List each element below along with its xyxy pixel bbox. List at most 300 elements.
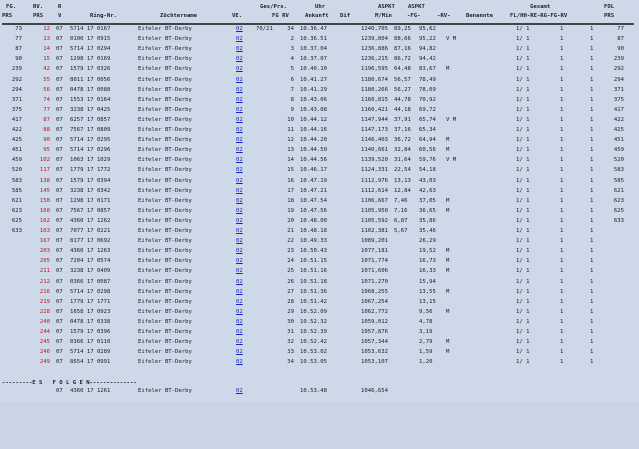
cell-pos: 13 [287, 147, 294, 154]
cell-aspekt-rv: 60,56 [419, 147, 436, 154]
cell-rv: 205 [39, 258, 50, 265]
h-fg2: -FG- [407, 13, 421, 19]
table-row [0, 77, 639, 85]
cell-re: 1 [560, 359, 564, 366]
cell-ve-link[interactable]: 02 [236, 318, 243, 325]
cell-ve-link[interactable]: 02 [236, 258, 243, 265]
cell-rv: 160 [39, 207, 50, 214]
cell-rv-total: 1 [590, 167, 594, 174]
cell-ges: 70/21 [256, 26, 273, 32]
cell-pos: 12 [287, 137, 294, 144]
cell-aspekt-rv: 94,82 [419, 46, 436, 53]
cell-ve-link[interactable]: 02 [236, 268, 243, 275]
cell-ve-link[interactable]: 02 [236, 36, 243, 43]
table-row [0, 218, 639, 226]
cell-gesamt: 1/ 1 [516, 248, 530, 255]
h-uhr: Uhr [315, 4, 326, 10]
cell-ankunft: 10.51.15 [300, 258, 327, 265]
cell-rv-total: 1 [590, 288, 594, 295]
cell-ring: 1658 17 0923 [70, 308, 111, 315]
cell-ring: 8654 17 0991 [70, 359, 111, 366]
cell-re: 1 [560, 147, 564, 154]
cell-rv: 138 [39, 177, 50, 184]
cell-fg: 585 [11, 187, 22, 194]
cell-name: Eifeler BT-Derby [138, 238, 192, 245]
es-folgen-divider [0, 380, 639, 388]
cell-ring: 0366 17 0087 [70, 278, 111, 285]
cell-name: Eifeler BT-Derby [138, 116, 192, 123]
cell-rv: 163 [39, 228, 50, 234]
table-row [0, 178, 639, 186]
cell-re: 1 [560, 177, 564, 184]
cell-aspekt-rv: 95,62 [419, 26, 436, 32]
cell-ring: 6257 17 0857 [70, 116, 111, 123]
cell-ring: 4360 17 1263 [70, 248, 111, 255]
cell-rv-total: 1 [590, 298, 594, 305]
table-row [0, 329, 639, 337]
cell-ankunft: 10.51.36 [300, 288, 327, 295]
cell-gesamt: 1/ 1 [516, 106, 530, 113]
cell-fg: 625 [11, 217, 22, 224]
cell-re: 1 [560, 127, 564, 133]
cell-fol: 621 [613, 187, 624, 194]
cell-ankunft: 10.52.42 [300, 339, 327, 346]
cell-fg: 623 [11, 207, 22, 214]
cell-pos: 20 [287, 217, 294, 224]
cell-mmin: 1102,381 [361, 228, 388, 234]
cell-name: Eifeler BT-Derby [138, 349, 192, 356]
cell-rv: 240 [39, 318, 50, 325]
h-zuechter: Züchtername [160, 13, 198, 19]
cell-ve-link[interactable]: 02 [236, 26, 243, 32]
cell-aspekt-rv: 42,63 [419, 187, 436, 194]
cell-fg: 87 [15, 46, 22, 53]
cell-ankunft: 10.51.16 [300, 268, 327, 275]
cell-aspekt-rv: 15,94 [419, 278, 436, 285]
cell-ring: 3238 17 0425 [70, 106, 111, 113]
cell-rv-total: 1 [590, 329, 594, 335]
cell-ve-link[interactable]: 02 [236, 248, 243, 255]
cell-name: Eifeler BT-Derby [138, 248, 192, 255]
cell-rv: 228 [39, 308, 50, 315]
cell-pos: 11 [287, 127, 294, 133]
cell-fg: 73 [15, 26, 22, 32]
cell-gesamt: 1/ 1 [516, 339, 530, 346]
cell-year: 07 [56, 298, 63, 305]
cell-fg: 375 [11, 106, 22, 113]
cell-fg: 583 [11, 177, 22, 184]
cell-mmin: 1139,520 [361, 157, 388, 164]
cell-rv-total: 1 [590, 96, 594, 103]
cell-ankunft: 10.46.17 [300, 167, 327, 174]
h-fol: FOL [604, 4, 615, 10]
cell-ve-link[interactable]: 02 [236, 66, 243, 73]
cell-benannte: M [446, 147, 450, 154]
cell-ring: 0478 17 0088 [70, 86, 111, 93]
cell-name: Eifeler BT-Derby [138, 177, 192, 184]
cell-rv-total: 1 [590, 228, 594, 234]
cell-pos: 28 [287, 298, 294, 305]
cell-ring: 0100 17 0915 [70, 36, 111, 43]
cell-ve-link[interactable]: 02 [236, 388, 243, 394]
cell-ankunft: 10.43.06 [300, 96, 327, 103]
cell-year: 07 [56, 116, 63, 123]
cell-name: Eifeler BT-Derby [138, 137, 192, 144]
cell-rv-total: 1 [590, 127, 594, 133]
cell-aspekt-rv: 65,34 [419, 127, 436, 133]
cell-year: 07 [56, 278, 63, 285]
cell-aspekt-rv: 35,86 [419, 217, 436, 224]
cell-ve-link[interactable]: 02 [236, 228, 243, 234]
cell-year: 07 [56, 66, 63, 73]
cell-mmin: 1124,331 [361, 167, 388, 174]
table-row [0, 117, 639, 125]
cell-re: 1 [560, 106, 564, 113]
h-rv2: -RV- [437, 13, 451, 19]
h-prs1: PRS [2, 13, 13, 19]
cell-ve-link[interactable]: 02 [236, 207, 243, 214]
cell-fg: 371 [11, 96, 22, 103]
cell-name: Eifeler BT-Derby [138, 147, 192, 154]
cell-fol: 425 [613, 127, 624, 133]
cell-pos: 19 [287, 207, 294, 214]
cell-pos: 26 [287, 278, 294, 285]
cell-aspekt-fg: 56,27 [394, 86, 411, 93]
cell-rv: 158 [39, 197, 50, 204]
cell-name: Eifeler BT-Derby [138, 228, 192, 234]
cell-ve-link[interactable]: 02 [236, 197, 243, 204]
cell-ankunft: 10.44.20 [300, 137, 327, 144]
cell-ring: 1063 17 1029 [70, 157, 111, 164]
cell-ankunft: 10.47.56 [300, 207, 327, 214]
cell-ve-link[interactable]: 02 [236, 288, 243, 295]
cell-pos: 5 [290, 66, 294, 73]
h-gesamt: Gesamt [530, 4, 551, 10]
cell-rv: 55 [43, 76, 50, 83]
cell-aspekt-fg: 12,84 [394, 187, 411, 194]
cell-aspekt-fg: 7,46 [394, 197, 408, 204]
cell-ring: 0478 17 0338 [70, 318, 111, 325]
cell-rv: 95 [43, 147, 50, 154]
cell-rv: 245 [39, 339, 50, 346]
cell-year: 07 [56, 288, 63, 295]
cell-year: 07 [56, 268, 63, 275]
cell-mmin: 1053,107 [361, 359, 388, 366]
table-row [0, 97, 639, 105]
cell-rv: 87 [43, 116, 50, 123]
cell-year: 07 [56, 228, 63, 234]
cell-ankunft: 10.36.47 [300, 26, 327, 32]
cell-mmin: 1147,944 [361, 116, 388, 123]
cell-ve-link[interactable]: 02 [236, 147, 243, 154]
cell-name: Eifeler BT-Derby [138, 278, 192, 285]
cell-aspekt-rv: 35,46 [419, 228, 436, 234]
cell-rv: 102 [39, 157, 50, 164]
cell-pos: 18 [287, 197, 294, 204]
cell-ve-link[interactable]: 02 [236, 76, 243, 83]
cell-re: 1 [560, 137, 564, 144]
cell-ankunft: 10.44.12 [300, 116, 327, 123]
cell-re: 1 [560, 238, 564, 245]
cell-fg: 621 [11, 197, 22, 204]
cell-fol: 294 [613, 76, 624, 83]
cell-mmin: 1106,667 [361, 197, 388, 204]
cell-ve-link[interactable]: 02 [236, 86, 243, 93]
cell-aspekt-fg: 44,18 [394, 106, 411, 113]
cell-ring: 1579 17 0326 [70, 66, 111, 73]
cell-rv-total: 1 [590, 177, 594, 184]
cell-mmin: 1059,012 [361, 318, 388, 325]
cell-ring: 7204 17 0574 [70, 258, 111, 265]
cell-year: 07 [56, 388, 63, 394]
cell-fol: 583 [613, 167, 624, 174]
cell-ve-link[interactable]: 02 [236, 167, 243, 174]
cell-re: 1 [560, 217, 564, 224]
table-row [0, 147, 639, 155]
cell-mmin: 1160,815 [361, 96, 388, 103]
cell-ring: 1298 17 0171 [70, 197, 111, 204]
cell-gesamt: 1/ 1 [516, 86, 530, 93]
cell-re: 1 [560, 96, 564, 103]
cell-gesamt: 1/ 1 [516, 329, 530, 335]
cell-rv: 14 [43, 46, 50, 53]
table-row [0, 167, 639, 175]
cell-benannte: M [446, 339, 450, 346]
cell-fg: 294 [11, 86, 22, 93]
cell-aspekt-rv: 36,65 [419, 207, 436, 214]
cell-aspekt-rv: 16,73 [419, 258, 436, 265]
cell-name: Eifeler BT-Derby [138, 258, 192, 265]
cell-benannte: M [446, 197, 450, 204]
cell-aspekt-fg: 31,64 [394, 157, 411, 164]
cell-re: 1 [560, 228, 564, 234]
cell-mmin: 1053,632 [361, 349, 388, 356]
cell-name: Eifeler BT-Derby [138, 106, 192, 113]
cell-rv: 56 [43, 86, 50, 93]
h-prs2: PRS [33, 13, 44, 19]
cell-ve-link[interactable]: 02 [236, 46, 243, 53]
cell-mmin: 1089,201 [361, 238, 388, 245]
cell-year: 07 [56, 147, 63, 154]
cell-rv-total: 1 [590, 76, 594, 83]
cell-rv-total: 1 [590, 217, 594, 224]
cell-fg: 77 [15, 36, 22, 43]
table-row [0, 46, 639, 54]
cell-name: Eifeler BT-Derby [138, 329, 192, 335]
cell-ring: 8011 17 0056 [70, 76, 111, 83]
cell-pos: 23 [287, 248, 294, 255]
cell-re: 1 [560, 76, 564, 83]
cell-re: 1 [560, 46, 564, 53]
cell-pos: 30 [287, 318, 294, 325]
cell-ve-link[interactable]: 02 [236, 106, 243, 113]
cell-ankunft: 10.53.48 [300, 388, 327, 394]
cell-gesamt: 1/ 1 [516, 197, 530, 204]
cell-rv-total: 1 [590, 56, 594, 63]
cell-fg: 422 [11, 127, 22, 133]
cell-year: 07 [56, 238, 63, 245]
cell-year: 07 [56, 46, 63, 53]
header-rule [2, 23, 634, 25]
cell-rv-total: 1 [590, 349, 594, 356]
cell-rv: 13 [43, 36, 50, 43]
cell-re: 1 [560, 288, 564, 295]
cell-name: Eifeler BT-Derby [138, 86, 192, 93]
table-row [0, 309, 639, 317]
cell-ve-link[interactable]: 02 [236, 116, 243, 123]
cell-re: 1 [560, 248, 564, 255]
cell-fol: 417 [613, 106, 624, 113]
h-rv: RV. [33, 4, 44, 10]
cell-ve-link[interactable]: 02 [236, 308, 243, 315]
cell-year: 07 [56, 258, 63, 265]
cell-ve-link[interactable]: 02 [236, 349, 243, 356]
cell-ve-link[interactable]: 02 [236, 278, 243, 285]
cell-ankunft: 10.51.42 [300, 298, 327, 305]
cell-ring: 1579 17 0396 [70, 329, 111, 335]
cell-gesamt: 1/ 1 [516, 96, 530, 103]
cell-aspekt-fg: 5,67 [394, 228, 408, 234]
cell-re: 1 [560, 86, 564, 93]
cell-fol: 625 [613, 207, 624, 214]
table-row [0, 188, 639, 196]
cell-aspekt-fg: 36,72 [394, 137, 411, 144]
cell-fol: 585 [613, 177, 624, 184]
cell-rv: 42 [43, 66, 50, 73]
cell-aspekt-rv: 3,19 [419, 329, 433, 335]
cell-fg: 633 [11, 228, 22, 234]
cell-rv: 162 [39, 217, 50, 224]
cell-ankunft: 10.47.54 [300, 197, 327, 204]
cell-mmin: 1146,403 [361, 137, 388, 144]
cell-rv-total: 1 [590, 318, 594, 325]
cell-benannte: V M [446, 116, 457, 123]
h-ve: VE. [232, 13, 243, 19]
cell-rv-total: 1 [590, 106, 594, 113]
cell-aspekt-fg: 87,16 [394, 46, 411, 53]
cell-ve-link[interactable]: 02 [236, 339, 243, 346]
cell-rv-total: 1 [590, 116, 594, 123]
cell-gesamt: 1/ 1 [516, 127, 530, 133]
cell-gesamt: 1/ 1 [516, 46, 530, 53]
cell-ve-link[interactable]: 02 [236, 137, 243, 144]
cell-ankunft: 10.52.09 [300, 308, 327, 315]
cell-ve-link[interactable]: 02 [236, 359, 243, 366]
cell-mmin: 1239,804 [361, 36, 388, 43]
cell-ve-link[interactable]: 02 [236, 298, 243, 305]
cell-aspekt-rv: 78,09 [419, 86, 436, 93]
cell-ve-link[interactable]: 02 [236, 329, 243, 335]
cell-aspekt-fg: 88,66 [394, 36, 411, 43]
cell-name: Eifeler BT-Derby [138, 288, 192, 295]
cell-rv: 216 [39, 288, 50, 295]
cell-benannte: M [446, 288, 450, 295]
cell-aspekt-rv: 37,05 [419, 197, 436, 204]
cell-year: 07 [56, 157, 63, 164]
h-gesprs: Ges/Prs. [260, 4, 287, 10]
cell-re: 1 [560, 187, 564, 194]
cell-rv: 12 [43, 26, 50, 32]
cell-ankunft: 10.41.29 [300, 86, 327, 93]
cell-pos: 16 [287, 177, 294, 184]
cell-pos: 9 [290, 106, 294, 113]
cell-ankunft: 10.52.39 [300, 329, 327, 335]
cell-aspekt-rv: 26,29 [419, 238, 436, 245]
cell-gesamt: 1/ 1 [516, 147, 530, 154]
cell-pos: 31 [287, 329, 294, 335]
cell-ve-link[interactable]: 02 [236, 177, 243, 184]
cell-gesamt: 1/ 1 [516, 217, 530, 224]
h-ankunft: Ankunft [305, 13, 329, 19]
cell-fol: 292 [613, 66, 624, 73]
cell-re: 1 [560, 116, 564, 123]
cell-rv-total: 1 [590, 187, 594, 194]
cell-ring: 4360 17 1262 [70, 217, 111, 224]
cell-rv-total: 1 [590, 238, 594, 245]
cell-mmin: 1180,266 [361, 86, 388, 93]
cell-ve-link[interactable]: 02 [236, 157, 243, 164]
cell-year: 07 [56, 137, 63, 144]
cell-ankunft: 10.50.43 [300, 248, 327, 255]
cell-ve-link[interactable]: 02 [236, 96, 243, 103]
cell-re: 1 [560, 157, 564, 164]
table-row [0, 289, 639, 297]
cell-re: 1 [560, 36, 564, 43]
h-r: R [58, 4, 62, 10]
cell-re: 1 [560, 66, 564, 73]
cell-fg: 459 [11, 157, 22, 164]
cell-aspekt-rv: 4,78 [419, 318, 433, 325]
cell-ve-link[interactable]: 02 [236, 127, 243, 133]
cell-gesamt: 1/ 1 [516, 137, 530, 144]
cell-aspekt-rv: 43,03 [419, 177, 436, 184]
cell-mmin: 1112,976 [361, 177, 388, 184]
cell-benannte: M [446, 248, 450, 255]
cell-gesamt: 1/ 1 [516, 258, 530, 265]
cell-rv: 211 [39, 268, 50, 275]
h-dif: Dif [340, 13, 351, 19]
cell-ve-link[interactable]: 02 [236, 56, 243, 63]
cell-fg: 239 [11, 66, 22, 73]
cell-pos: 10 [287, 116, 294, 123]
cell-ankunft: 10.53.05 [300, 359, 327, 366]
cell-rv: 249 [39, 359, 50, 366]
cell-ve-link[interactable]: 02 [236, 217, 243, 224]
cell-mmin: 1046,654 [361, 388, 388, 394]
cell-mmin: 1057,876 [361, 329, 388, 335]
cell-pos: 32 [287, 339, 294, 346]
cell-rv: 167 [39, 238, 50, 245]
cell-aspekt-fg: 64,48 [394, 66, 411, 73]
cell-ring: 1579 17 0394 [70, 177, 111, 184]
cell-year: 07 [56, 26, 63, 32]
cell-aspekt-fg: 6,87 [394, 217, 408, 224]
cell-name: Eifeler BT-Derby [138, 167, 192, 174]
cell-rv-total: 1 [590, 36, 594, 43]
cell-ve-link[interactable]: 02 [236, 187, 243, 194]
cell-gesamt: 1/ 1 [516, 116, 530, 123]
cell-rv-total: 1 [590, 207, 594, 214]
cell-ve-link[interactable]: 02 [236, 238, 243, 245]
cell-mmin: 1180,674 [361, 76, 388, 83]
table-row [0, 228, 639, 236]
cell-rv: 90 [43, 137, 50, 144]
cell-aspekt-fg: 89,25 [394, 26, 411, 32]
cell-mmin: 1057,344 [361, 339, 388, 346]
table-row [0, 349, 639, 357]
h-mmin: M/Min [375, 13, 392, 19]
cell-name: Eifeler BT-Derby [138, 46, 192, 53]
